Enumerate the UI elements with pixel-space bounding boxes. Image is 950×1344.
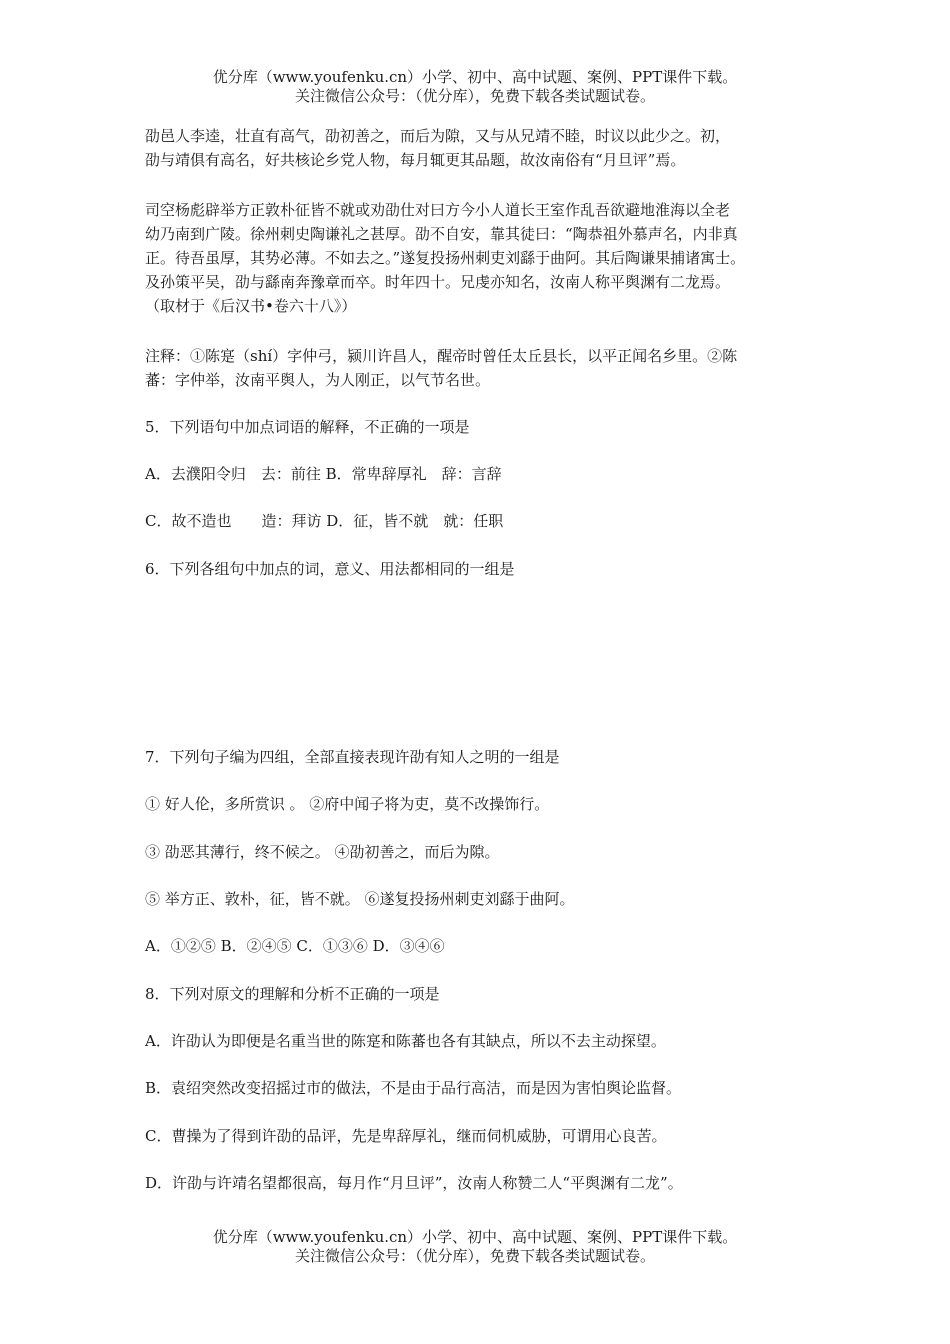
question-5-stem: 5．下列语句中加点词语的解释，不正确的一项是: [145, 418, 470, 436]
text-line: 劭邑人李逵，壮直有高气，劭初善之，而后为隙，又与从兄靖不睦，时议以此少之。初，: [145, 127, 731, 145]
header-line-2: 关注微信公众号：（优分库），免费下载各类试题试卷。: [294, 87, 655, 105]
question-5-options-cd: C．故不造也 造：拜访 D．征，皆不就 就：任职: [145, 512, 504, 530]
question-7-stem: 7．下列句子编为四组，全部直接表现许劭有知人之明的一组是: [145, 748, 560, 766]
passage-paragraph-1: [145, 124, 825, 172]
question-7-line-2: ③ 劭恶其薄行，终不候之。 ④劭初善之，而后为隙。: [145, 843, 500, 861]
footer-line-1: 优分库（www.youfenku.cn）小学、初中、高中试题、案例、PPT课件下载。: [212, 1228, 738, 1246]
text-line: 幼乃南到广陵。徐州刺史陶谦礼之甚厚。劭不自安，靠其徒曰：“陶恭祖外慕声名，内非真: [145, 225, 738, 243]
passage-paragraph-2: [145, 198, 825, 318]
text-line: 劭与靖俱有高名，好共核论乡党人物，每月辄更其品题，故汝南俗有“月旦评”焉。: [145, 151, 686, 169]
text-line: 正。待吾虽厚，其势必薄。不如去之。”遂复投扬州刺吏刘繇于曲阿。其后陶谦果捕诸寓士。: [145, 249, 746, 267]
text-line: 及孙策平吴，劭与繇南奔豫章而卒。时年四十。兄虔亦知名，汝南人称平舆渊有二龙焉。: [145, 273, 731, 291]
text-line: 司空杨彪辟举方正敦朴征皆不就或劝劭仕对曰方今小人道长王室作乱吾欲避地淮海以全老: [145, 201, 731, 219]
source-citation: （取材于《后汉书•卷六十八》）: [145, 297, 357, 315]
text-line: 蕃：字仲举，汝南平舆人，为人刚正，以气节名世。: [145, 371, 491, 389]
question-8-option-a: A．许劭认为即便是名重当世的陈寔和陈蕃也各有其缺点，所以不去主动探望。: [145, 1032, 666, 1050]
question-8-stem: 8．下列对原文的理解和分析不正确的一项是: [145, 985, 440, 1003]
question-7-line-1: ① 好人伦，多所赏识 。 ②府中闻子将为吏，莫不改操饰行。: [145, 795, 550, 813]
text-line: 注释：①陈寔（shí）字仲弓，颍川许昌人，醒帝时曾任太丘县长，以平正闻名乡里。②陈: [145, 347, 738, 365]
question-6-stem: 6．下列各组句中加点的词，意义、用法都相同的一组是: [145, 560, 515, 578]
footer-line-2: 关注微信公众号：（优分库），免费下载各类试题试卷。: [294, 1247, 655, 1265]
question-5-options-ab: A．去濮阳令归 去：前往 B．常卑辞厚礼 辞：言辞: [145, 465, 502, 483]
question-7-options: A．①②⑤ B．②④⑤ C．①③⑥ D．③④⑥: [145, 937, 445, 955]
annotation-notes: [145, 344, 825, 392]
page-header: [0, 68, 950, 106]
question-8-option-d: D．许劭与许靖名望都很高，每月作“月旦评”，汝南人称赞二人“平舆渊有二龙”。: [145, 1174, 683, 1192]
header-line-1: 优分库（www.youfenku.cn）小学、初中、高中试题、案例、PPT课件下载。: [212, 68, 738, 86]
question-7-line-3: ⑤ 举方正、敦朴，征，皆不就。 ⑥遂复投扬州刺吏刘繇于曲阿。: [145, 890, 575, 908]
page-footer: [0, 1228, 950, 1266]
question-8-option-b: B．袁绍突然改变招摇过市的做法，不是由于品行高洁，而是因为害怕舆论监督。: [145, 1079, 682, 1097]
question-8-option-c: C．曹操为了得到许劭的品评，先是卑辞厚礼，继而伺机威胁，可谓用心良苦。: [145, 1127, 667, 1145]
